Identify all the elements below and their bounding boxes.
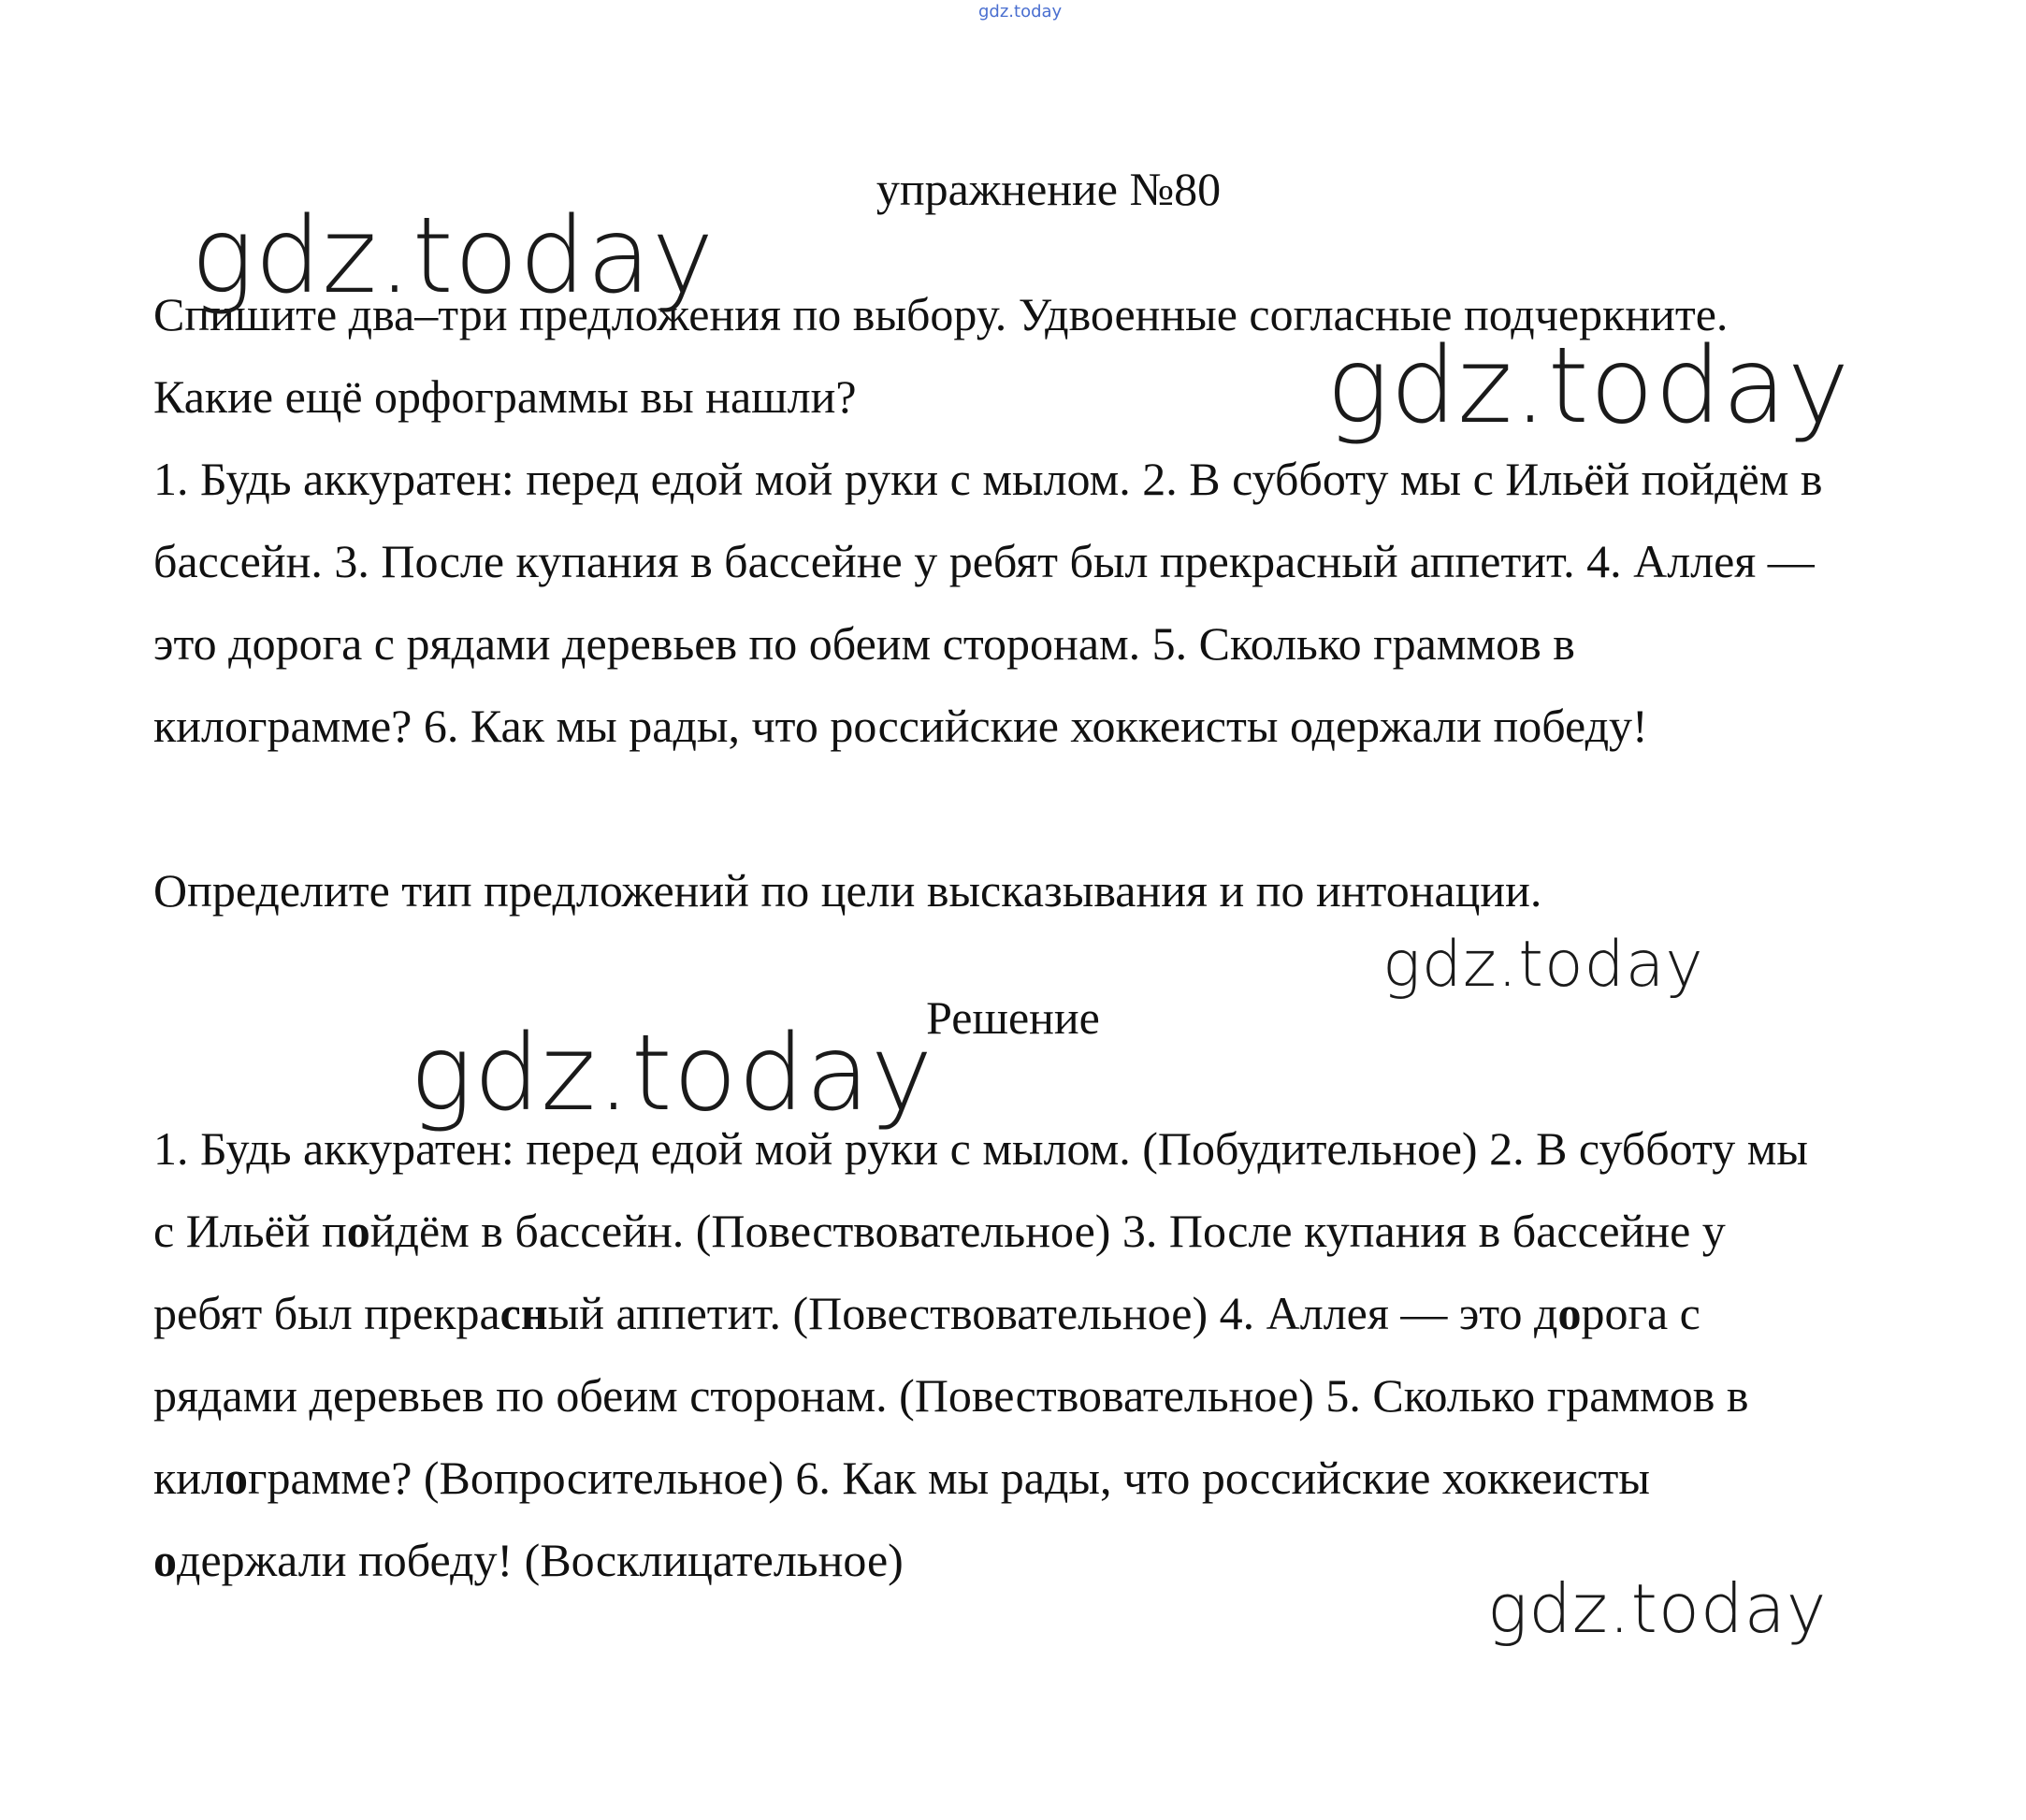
solution-part-6: держали победу! (Восклицательное) <box>177 1534 904 1586</box>
solution-highlight-3: о <box>1557 1287 1582 1339</box>
solution-highlight-5: о <box>153 1534 177 1586</box>
watermark-1: gdz.today <box>191 195 716 317</box>
solution-part-2: йдём в бассейн. (Повествовательное) 3. После купания в бассейне у ребят был прекра <box>153 1205 1726 1339</box>
solution-highlight-1: о <box>346 1205 370 1257</box>
watermark-4: gdz.today <box>410 1013 934 1134</box>
question-text: Определите тип предложений по цели высказывания и по интонации. <box>153 864 1542 917</box>
site-mark: gdz.today <box>978 2 1063 22</box>
solution-highlight-2: сн <box>499 1287 548 1339</box>
watermark-5: gdz.today <box>1487 1569 1828 1648</box>
exercise-sentences <box>153 438 1837 767</box>
solution-text <box>153 1107 1837 1601</box>
exercise-title: упражнение №80 <box>876 163 1222 215</box>
solution-part-3: ый аппетит. (Повествовательное) 4. Аллея — это д <box>547 1287 1558 1339</box>
watermark-3: gdz.today <box>1382 928 1704 1002</box>
watermark-2: gdz.today <box>1326 325 1851 447</box>
solution-part-4: рога с рядами деревьев по обеим сторонам. (Повествовательное) 5. Сколько граммов в кил <box>153 1287 1749 1504</box>
sentences-text: 1. Будь аккуратен: перед едой мой руки с мылом. 2. В субботу мы с Ильёй пойдём в бассейн. 3. После купания в бассейне у ребят был прекрасный аппетит. 4. Аллея — это дорога с рядами деревьев по обеим сторонам. 5. Сколько граммов в килограмме? 6. Как мы рады, что российские хоккеисты одержали победу! <box>153 453 1823 752</box>
solution-title: Решение <box>926 991 1100 1044</box>
solution-paragraph <box>153 1107 1837 1601</box>
solution-part-5: грамме? (Вопросительное) 6. Как мы рады, что российские хоккеисты <box>248 1452 1650 1504</box>
solution-highlight-4: о <box>224 1452 249 1504</box>
task-text: Спишите два–три предложения по выбору. Удвоенные согласные подчеркните. Какие ещё орфограммы вы нашли? <box>153 288 1729 423</box>
solution-part-1: 1. Будь аккуратен: перед едой мой руки с мылом. (Побудительное) 2. В субботу мы с Ильёй п <box>153 1122 1808 1257</box>
exercise-question <box>153 849 1837 932</box>
